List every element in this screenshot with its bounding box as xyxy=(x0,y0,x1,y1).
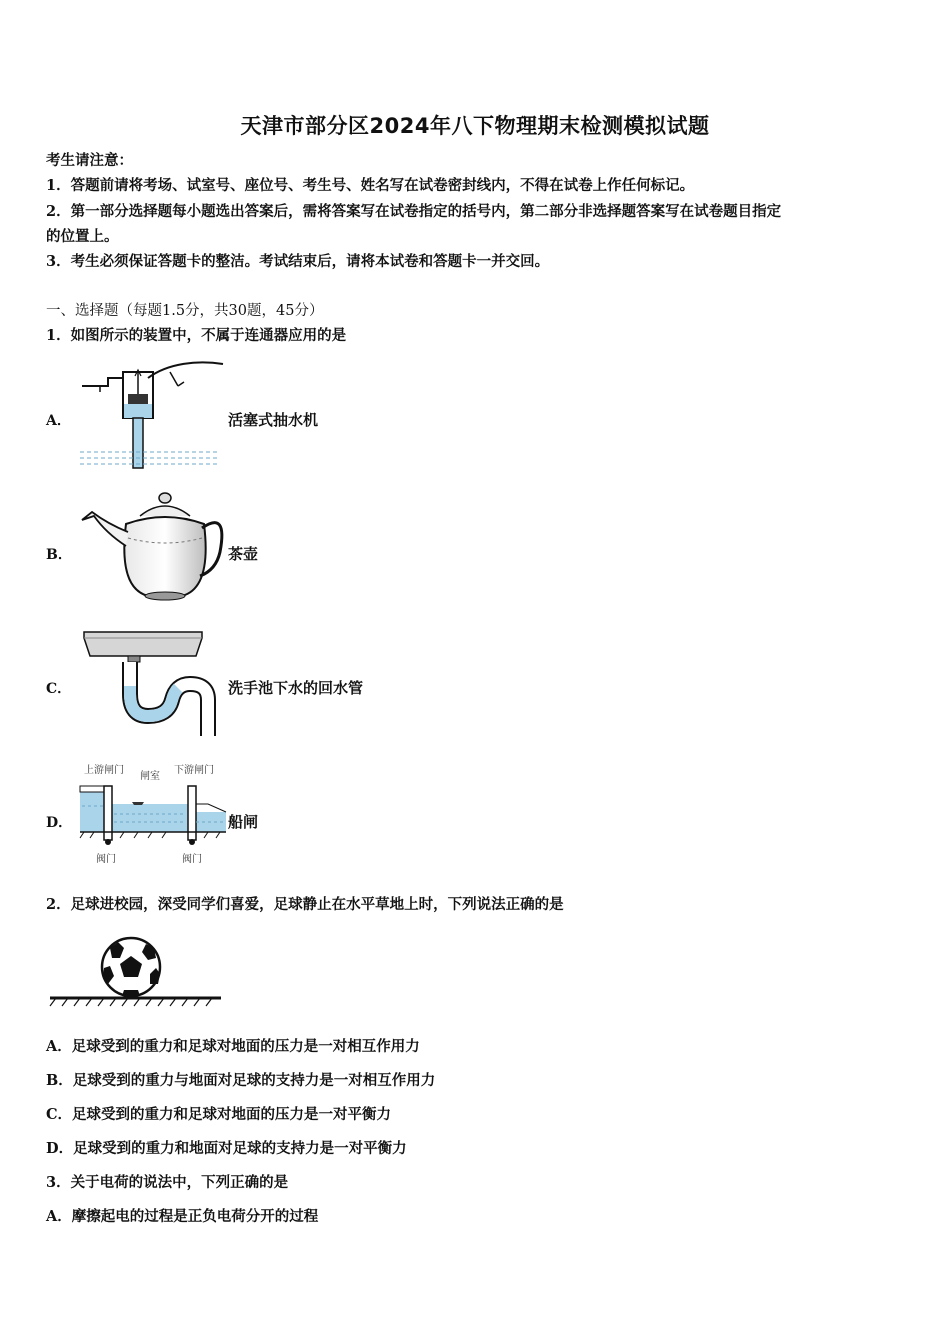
q2-option-d: D．足球受到的重力和地面对足球的支持力是一对平衡力 xyxy=(46,1140,407,1157)
question-3-stem: 3．关于电荷的说法中，下列正确的是 xyxy=(46,1174,289,1191)
sink-trap-figure xyxy=(78,624,228,739)
notice-item-2-cont: 的位置上。 xyxy=(46,228,119,245)
notice-heading: 考生请注意： xyxy=(46,152,133,169)
ship-lock-figure xyxy=(78,756,228,871)
chamber-label: 闸室 xyxy=(140,771,160,782)
question-2-stem: 2．足球进校园，深受同学们喜爱，足球静止在水平草地上时，下列说法正确的是 xyxy=(46,896,564,913)
q2-option-b: B．足球受到的重力与地面对足球的支持力是一对相互作用力 xyxy=(46,1072,436,1089)
q1-option-d-text: 船闸 xyxy=(228,813,259,831)
q1-option-c-text: 洗手池下水的回水管 xyxy=(228,679,364,697)
valve-right-label: 阀门 xyxy=(182,854,202,865)
notice-item-3: 3．考生必须保证答题卡的整洁。考试结束后，请将本试卷和答题卡一并交回。 xyxy=(46,253,550,270)
q1-option-a-text: 活塞式抽水机 xyxy=(228,411,319,429)
notice-item-2: 2．第一部分选择题每小题选出答案后，需将答案写在试卷指定的括号内，第二部分非选择题答案写在试卷题目指定 xyxy=(46,203,782,220)
q2-option-c: C．足球受到的重力和足球对地面的压力是一对平衡力 xyxy=(46,1106,392,1123)
q2-option-a: A．足球受到的重力和足球对地面的压力是一对相互作用力 xyxy=(46,1038,420,1055)
q1-option-c-letter: C． xyxy=(46,681,72,697)
question-1-stem: 1．如图所示的装置中，不属于连通器应用的是 xyxy=(46,327,347,344)
piston-pump-figure xyxy=(78,358,228,473)
q1-option-d-letter: D． xyxy=(46,815,73,831)
page-title: 天津市部分区2024年八下物理期末检测模拟试题 xyxy=(240,114,710,138)
q1-option-b-letter: B． xyxy=(46,547,72,563)
q3-option-a: A．摩擦起电的过程是正负电荷分开的过程 xyxy=(46,1208,319,1225)
q1-option-b-text: 茶壶 xyxy=(228,545,259,563)
q1-option-a-letter: A． xyxy=(46,413,71,429)
football-figure xyxy=(48,934,223,1009)
teapot-figure xyxy=(78,488,228,603)
valve-left-label: 阀门 xyxy=(96,854,116,865)
upstream-gate-label: 上游闸门 xyxy=(84,765,124,776)
notice-item-1: 1．答题前请将考场、试室号、座位号、考生号、姓名写在试卷密封线内，不得在试卷上作任何标记。 xyxy=(46,177,695,194)
downstream-gate-label: 下游闸门 xyxy=(174,765,214,776)
section-heading: 一、选择题（每题1.5分，共30题，45分） xyxy=(46,303,324,319)
